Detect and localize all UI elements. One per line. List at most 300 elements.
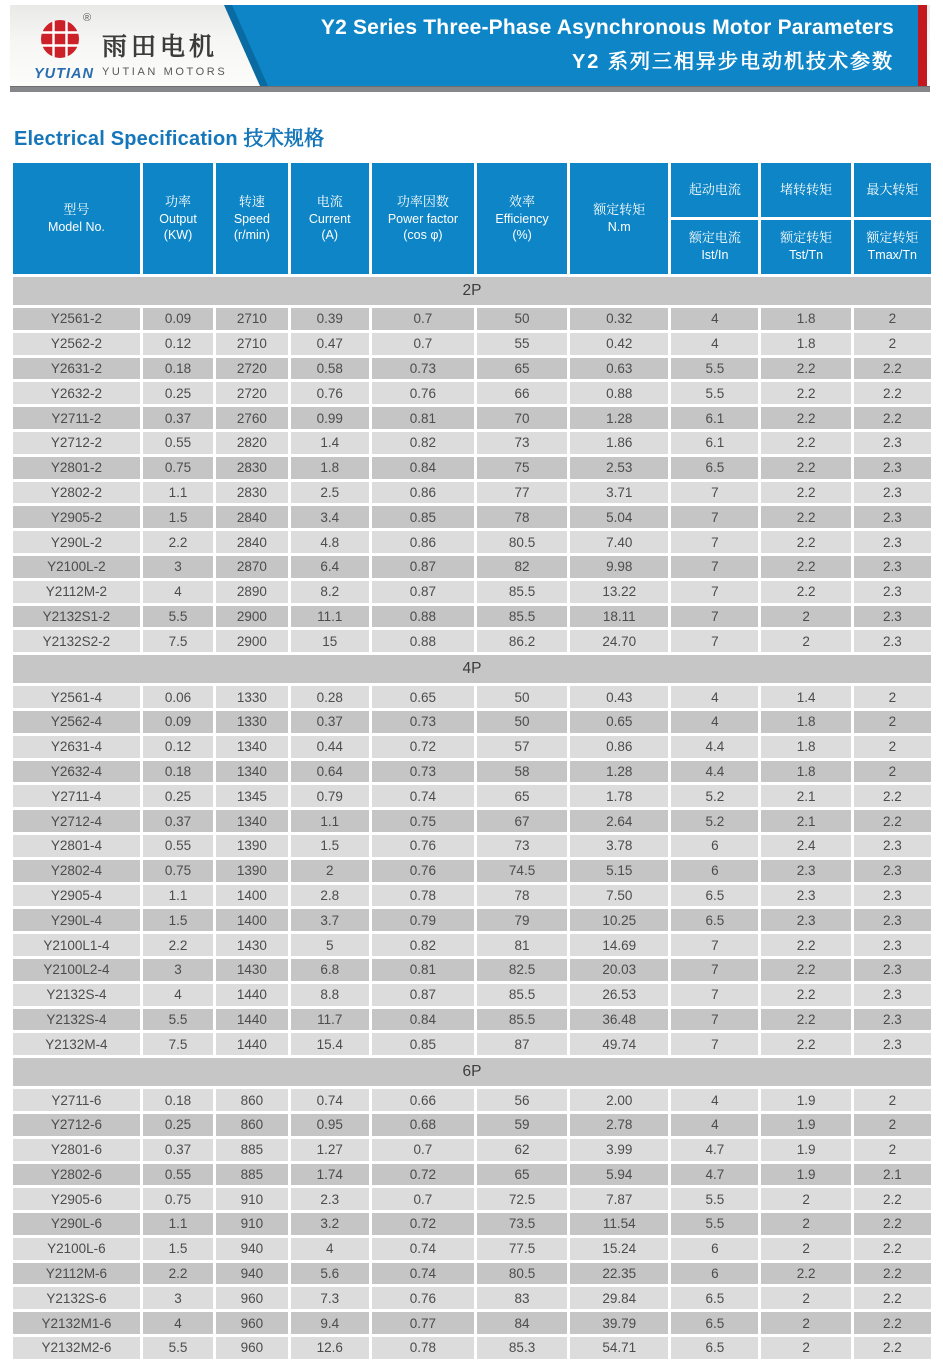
col-header-cn: 电流 [316, 193, 343, 209]
cell: 885 [216, 1139, 287, 1161]
cell: 2.2 [854, 1287, 931, 1309]
registered-mark: ® [83, 12, 92, 24]
cell: 2720 [216, 382, 287, 404]
cell: 960 [216, 1287, 287, 1309]
cell: 15.24 [570, 1238, 668, 1260]
header-banner [10, 5, 930, 92]
cell: 2 [761, 606, 850, 628]
cell: 1430 [216, 934, 287, 956]
cell: 0.74 [372, 1263, 474, 1285]
cell: 0.74 [372, 785, 474, 807]
cell: 58 [477, 761, 567, 783]
cell: 39.79 [570, 1312, 668, 1334]
cell: 2.3 [854, 984, 931, 1006]
cell: 18.11 [570, 606, 668, 628]
cell: 5.94 [570, 1164, 668, 1186]
cell: 0.72 [372, 1164, 474, 1186]
cell: 7 [671, 630, 758, 652]
cell: 75 [477, 457, 567, 479]
cell-model-no: Y2802-4 [13, 860, 140, 882]
cell: 2760 [216, 407, 287, 429]
cell-model-no: Y2802-6 [13, 1164, 140, 1186]
cell: 0.87 [372, 984, 474, 1006]
cell: 0.81 [372, 959, 474, 981]
cell: 2 [854, 1089, 931, 1111]
cell: 0.64 [291, 761, 369, 783]
cell: 0.75 [143, 1188, 213, 1210]
cell: 6.1 [671, 407, 758, 429]
cell: 11.7 [291, 1009, 369, 1031]
cell: 0.09 [143, 711, 213, 733]
cell: 85.3 [477, 1337, 567, 1359]
cell: 54.71 [570, 1337, 668, 1359]
table-row [13, 432, 931, 454]
cell: 65 [477, 1164, 567, 1186]
cell: 860 [216, 1114, 287, 1136]
cell: 20.03 [570, 959, 668, 981]
cell: 8.8 [291, 984, 369, 1006]
cell: 73.5 [477, 1213, 567, 1235]
table-row [13, 810, 931, 832]
cell: 7 [671, 531, 758, 553]
cell: 1.9 [761, 1114, 850, 1136]
col-header-en: Output [159, 211, 197, 226]
cell-model-no: Y2712-2 [13, 432, 140, 454]
cell: 2 [854, 308, 931, 330]
cell: 2.2 [761, 556, 850, 578]
cell: 0.18 [143, 358, 213, 380]
cell: 1.5 [143, 1238, 213, 1260]
cell: 0.37 [143, 810, 213, 832]
cell: 82 [477, 556, 567, 578]
cell-model-no: Y2112M-2 [13, 581, 140, 603]
cell: 0.86 [372, 531, 474, 553]
cell: 1.5 [143, 909, 213, 931]
cell: 6 [671, 1238, 758, 1260]
cell: 2.3 [854, 860, 931, 882]
banner-red-strip [918, 5, 927, 86]
cell: 1.8 [761, 711, 850, 733]
cell: 2870 [216, 556, 287, 578]
cell: 50 [477, 711, 567, 733]
cell: 82.5 [477, 959, 567, 981]
cell: 1.78 [570, 785, 668, 807]
cell: 7 [671, 1009, 758, 1031]
cell: 2.2 [854, 810, 931, 832]
cell: 2 [854, 1139, 931, 1161]
table-row [13, 934, 931, 956]
cell: 2710 [216, 308, 287, 330]
cell: 0.55 [143, 1164, 213, 1186]
brand-name-cn: 雨田电机 [102, 33, 219, 61]
cell: 0.18 [143, 761, 213, 783]
table-row [13, 630, 931, 652]
cell: 2.2 [854, 382, 931, 404]
table-row [13, 860, 931, 882]
cell: 0.86 [372, 482, 474, 504]
cell: 2 [761, 630, 850, 652]
cell: 1.1 [143, 885, 213, 907]
cell: 1330 [216, 686, 287, 708]
table-row [13, 835, 931, 857]
cell: 6.5 [671, 457, 758, 479]
cell: 5.2 [671, 785, 758, 807]
cell: 5.5 [671, 358, 758, 380]
col-header-power-factor [372, 163, 474, 274]
cell: 62 [477, 1139, 567, 1161]
cell: 0.88 [570, 382, 668, 404]
cell: 3.78 [570, 835, 668, 857]
cell-model-no: Y290L-2 [13, 531, 140, 553]
cell: 960 [216, 1337, 287, 1359]
cell: 7 [671, 984, 758, 1006]
col-header-unit: (cos φ) [403, 227, 443, 242]
cell: 6.5 [671, 885, 758, 907]
cell: 56 [477, 1089, 567, 1111]
table-row [13, 1213, 931, 1235]
cell: 6 [671, 1263, 758, 1285]
cell: 6.5 [671, 909, 758, 931]
col-subheader-tmax-tn [854, 220, 931, 274]
cell-model-no: Y2100L2-4 [13, 959, 140, 981]
cell: 10.25 [570, 909, 668, 931]
cell: 1.9 [761, 1164, 850, 1186]
cell: 77 [477, 482, 567, 504]
section-header-6P: 6P [13, 1058, 931, 1086]
yutian-logo-icon [40, 19, 80, 59]
cell: 0.99 [291, 407, 369, 429]
cell: 2.3 [854, 835, 931, 857]
col-header-en: Model No. [47, 219, 105, 234]
cell-model-no: Y2802-2 [13, 482, 140, 504]
cell: 4 [143, 1312, 213, 1334]
cell: 5.5 [143, 1009, 213, 1031]
col-header-en: Power factor [387, 211, 458, 226]
cell: 0.7 [372, 333, 474, 355]
banner-title [321, 16, 894, 74]
cell: 2.3 [854, 630, 931, 652]
cell: 7.3 [291, 1287, 369, 1309]
cell: 2.2 [854, 358, 931, 380]
cell: 15.4 [291, 1033, 369, 1055]
cell: 2.2 [143, 531, 213, 553]
cell: 24.70 [570, 630, 668, 652]
cell: 7 [671, 581, 758, 603]
cell: 2.3 [854, 934, 931, 956]
cell: 6 [671, 860, 758, 882]
table-row [13, 382, 931, 404]
banner-title-en: Y2 Series Three-Phase Asynchronous Motor Parameters [320, 16, 894, 39]
cell: 0.79 [291, 785, 369, 807]
cell: 8.2 [291, 581, 369, 603]
cell: 7.5 [143, 630, 213, 652]
cell: 2.78 [570, 1114, 668, 1136]
cell: 2 [854, 761, 931, 783]
brand-script-logo: YUTIAN [34, 66, 94, 82]
cell: 0.72 [372, 1213, 474, 1235]
table-row [13, 761, 931, 783]
cell: 1.5 [143, 506, 213, 528]
cell: 1330 [216, 711, 287, 733]
cell: 50 [477, 308, 567, 330]
table-row [13, 736, 931, 758]
cell-model-no: Y2132M-4 [13, 1033, 140, 1055]
cell: 4.7 [671, 1164, 758, 1186]
cell: 0.74 [291, 1089, 369, 1111]
cell: 2.2 [854, 1238, 931, 1260]
cell: 885 [216, 1164, 287, 1186]
cell: 0.09 [143, 308, 213, 330]
cell: 2.2 [761, 934, 850, 956]
cell: 0.12 [143, 736, 213, 758]
cell: 2.2 [143, 1263, 213, 1285]
table-row [13, 1312, 931, 1334]
cell: 2.2 [761, 482, 850, 504]
cell: 0.75 [372, 810, 474, 832]
cell: 0.78 [372, 885, 474, 907]
cell: 2.00 [570, 1089, 668, 1111]
cell: 4 [291, 1238, 369, 1260]
cell: 5.5 [671, 1188, 758, 1210]
cell: 2 [854, 736, 931, 758]
cell: 11.54 [570, 1213, 668, 1235]
cell: 2.2 [854, 1312, 931, 1334]
cell: 2.5 [291, 482, 369, 504]
cell-model-no: Y2100L1-4 [13, 934, 140, 956]
cell: 2.2 [854, 1337, 931, 1359]
col-header-model [13, 163, 140, 274]
cell: 0.75 [143, 860, 213, 882]
cell: 960 [216, 1312, 287, 1334]
table-row [13, 711, 931, 733]
cell-model-no: Y2100L-6 [13, 1238, 140, 1260]
cell: 2.2 [761, 1263, 850, 1285]
cell: 2 [291, 860, 369, 882]
table-row [13, 984, 931, 1006]
cell: 7.40 [570, 531, 668, 553]
cell: 5.5 [143, 1337, 213, 1359]
cell: 0.7 [372, 1139, 474, 1161]
col-header-cn: 转速 [238, 193, 265, 209]
cell: 0.84 [372, 1009, 474, 1031]
cell: 4 [143, 581, 213, 603]
cell: 6 [671, 835, 758, 857]
cell: 2.53 [570, 457, 668, 479]
cell: 1340 [216, 761, 287, 783]
section-header-4P: 4P [13, 655, 931, 683]
cell: 5.5 [143, 606, 213, 628]
cell: 1.9 [761, 1089, 850, 1111]
cell: 910 [216, 1213, 287, 1235]
cell-model-no: Y2711-6 [13, 1089, 140, 1111]
table-row [13, 1188, 931, 1210]
col-header-current [291, 163, 369, 274]
cell: 3 [143, 1287, 213, 1309]
cell: 2720 [216, 358, 287, 380]
cell: 6.4 [291, 556, 369, 578]
cell: 0.76 [372, 382, 474, 404]
table-row [13, 531, 931, 553]
cell: 0.06 [143, 686, 213, 708]
cell-model-no: Y2132M1-6 [13, 1312, 140, 1334]
cell: 0.76 [372, 860, 474, 882]
cell: 1340 [216, 736, 287, 758]
cell: 2.2 [854, 1188, 931, 1210]
cell: 1390 [216, 860, 287, 882]
col-header-en: Efficiency [495, 211, 549, 226]
cell: 81 [477, 934, 567, 956]
cell: 0.37 [291, 711, 369, 733]
cell: 1345 [216, 785, 287, 807]
col-header-max-torque: 最大转矩 [854, 163, 931, 217]
cell: 2840 [216, 506, 287, 528]
cell: 2.2 [761, 358, 850, 380]
cell: 7.87 [570, 1188, 668, 1210]
cell: 1.1 [291, 810, 369, 832]
cell: 66 [477, 382, 567, 404]
cell-model-no: Y2132S-4 [13, 984, 140, 1006]
cell: 4 [671, 308, 758, 330]
col-subheader-ist-in [671, 220, 758, 274]
cell: 70 [477, 407, 567, 429]
table-header [13, 163, 931, 274]
cell-model-no: Y2712-4 [13, 810, 140, 832]
cell: 2.2 [143, 934, 213, 956]
cell: 2.2 [854, 785, 931, 807]
cell: 2.2 [761, 984, 850, 1006]
cell: 2.8 [291, 885, 369, 907]
cell: 0.74 [372, 1238, 474, 1260]
cell: 7 [671, 1033, 758, 1055]
cell: 0.44 [291, 736, 369, 758]
cell: 0.86 [570, 736, 668, 758]
cell: 2 [761, 1213, 850, 1235]
cell: 22.35 [570, 1263, 668, 1285]
cell-model-no: Y2561-2 [13, 308, 140, 330]
cell: 1430 [216, 959, 287, 981]
cell: 0.42 [570, 333, 668, 355]
cell: 7 [671, 606, 758, 628]
cell: 1400 [216, 885, 287, 907]
cell: 2.2 [761, 506, 850, 528]
cell-model-no: Y2100L-2 [13, 556, 140, 578]
cell: 80.5 [477, 531, 567, 553]
cell: 0.65 [570, 711, 668, 733]
cell: 1440 [216, 1009, 287, 1031]
cell-model-no: Y2631-4 [13, 736, 140, 758]
cell: 940 [216, 1238, 287, 1260]
cell: 2.2 [854, 1213, 931, 1235]
cell: 2.3 [854, 531, 931, 553]
col-header-unit: (KW) [163, 227, 193, 242]
cell: 65 [477, 785, 567, 807]
cell: 85.5 [477, 581, 567, 603]
cell: 2 [854, 686, 931, 708]
page-section-title: Electrical Specification 技术规格 [14, 128, 325, 150]
cell: 0.12 [143, 333, 213, 355]
cell: 1.1 [143, 482, 213, 504]
cell: 0.87 [372, 581, 474, 603]
col-header-en: N.m [607, 219, 631, 234]
col-header-locked-rotor-torque: 堵转转矩 [761, 163, 850, 217]
cell: 2.3 [854, 1033, 931, 1055]
cell: 87 [477, 1033, 567, 1055]
cell: 0.55 [143, 835, 213, 857]
cell: 11.1 [291, 606, 369, 628]
cell: 0.63 [570, 358, 668, 380]
cell-model-no: Y2561-4 [13, 686, 140, 708]
cell: 9.98 [570, 556, 668, 578]
cell: 1.9 [761, 1139, 850, 1161]
cell: 85.5 [477, 984, 567, 1006]
cell: 5.6 [291, 1263, 369, 1285]
cell-model-no: Y2562-2 [13, 333, 140, 355]
cell-model-no: Y2132S-6 [13, 1287, 140, 1309]
cell: 0.87 [372, 556, 474, 578]
cell: 0.77 [372, 1312, 474, 1334]
table-row [13, 407, 931, 429]
table-row [13, 686, 931, 708]
cell: 0.25 [143, 382, 213, 404]
col-subheader-en: Tst/Tn [789, 248, 824, 263]
cell: 4 [671, 711, 758, 733]
cell: 29.84 [570, 1287, 668, 1309]
cell-model-no: Y2632-4 [13, 761, 140, 783]
table-row [13, 785, 931, 807]
cell: 14.69 [570, 934, 668, 956]
col-header-starting-current: 起动电流 [671, 163, 758, 217]
cell: 85.5 [477, 606, 567, 628]
cell: 9.4 [291, 1312, 369, 1334]
cell: 2.3 [761, 909, 850, 931]
cell: 6.5 [671, 1287, 758, 1309]
cell: 0.7 [372, 1188, 474, 1210]
cell: 3.4 [291, 506, 369, 528]
cell: 0.76 [372, 835, 474, 857]
cell: 2.4 [761, 835, 850, 857]
cell: 1.1 [143, 1213, 213, 1235]
cell: 2.3 [291, 1188, 369, 1210]
cell-model-no: Y2631-2 [13, 358, 140, 380]
cell: 1.8 [761, 333, 850, 355]
col-subheader-en: Tmax/Tn [867, 248, 917, 263]
cell-model-no: Y2801-4 [13, 835, 140, 857]
brand-name-en: YUTIAN MOTORS [102, 66, 228, 78]
cell: 0.82 [372, 432, 474, 454]
col-header-en: Current [308, 211, 351, 226]
cell: 0.37 [143, 1139, 213, 1161]
cell: 0.73 [372, 711, 474, 733]
col-header-cn: 额定转矩 [593, 201, 646, 217]
cell: 72.5 [477, 1188, 567, 1210]
cell: 2.3 [854, 581, 931, 603]
table-row [13, 885, 931, 907]
cell: 2900 [216, 606, 287, 628]
cell: 2.2 [761, 1009, 850, 1031]
cell: 1.8 [291, 457, 369, 479]
cell: 2820 [216, 432, 287, 454]
cell: 5.5 [671, 1213, 758, 1235]
cell: 0.68 [372, 1114, 474, 1136]
cell: 7 [671, 556, 758, 578]
cell: 2710 [216, 333, 287, 355]
cell: 77.5 [477, 1238, 567, 1260]
cell: 1.8 [761, 761, 850, 783]
cell: 5.5 [671, 382, 758, 404]
cell: 0.7 [372, 308, 474, 330]
table-row [13, 1033, 931, 1055]
cell: 4.4 [671, 761, 758, 783]
